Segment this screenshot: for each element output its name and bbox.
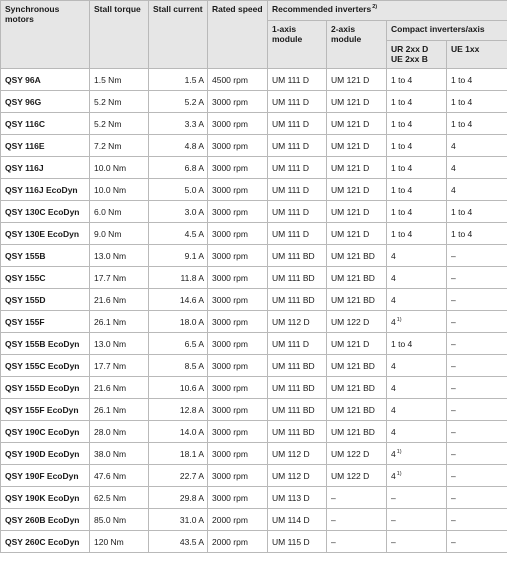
2-axis-module-cell: UM 121 D: [327, 69, 387, 91]
table-row: [1, 509, 507, 531]
compact-ue-1xx-cell: –: [447, 531, 507, 553]
compact-ue-1xx-cell: 4: [447, 157, 507, 179]
table-row: [1, 355, 507, 377]
compact-ur-cell: 4: [387, 245, 447, 267]
header-recommended-inverters: Recommended inverters$^{2)}$: [268, 1, 507, 21]
compact-ur-cell: 4: [387, 421, 447, 443]
stall-current-cell: 18.1 A: [149, 443, 208, 465]
rated-speed-cell: 3000 rpm: [208, 465, 268, 487]
compact-ue-1xx-cell: –: [447, 487, 507, 509]
rated-speed-cell: 3000 rpm: [208, 91, 268, 113]
stall-current-cell: 29.8 A: [149, 487, 208, 509]
1-axis-module-cell: UM 111 BD: [268, 377, 327, 399]
stall-current-cell: 6.8 A: [149, 157, 208, 179]
2-axis-module-cell: –: [327, 487, 387, 509]
stall-torque-cell: 85.0 Nm: [90, 509, 149, 531]
table-row: [1, 421, 507, 443]
1-axis-module-cell: UM 111 BD: [268, 267, 327, 289]
2-axis-module-cell: UM 121 BD: [327, 355, 387, 377]
stall-current-cell: 10.6 A: [149, 377, 208, 399]
header-ur-ue-2xx: UR 2xx D UE 2xx B: [387, 41, 447, 69]
table-row: [1, 289, 507, 311]
motor-name-cell: QSY 155C: [1, 267, 90, 289]
stall-torque-cell: 7.2 Nm: [90, 135, 149, 157]
rated-speed-cell: 3000 rpm: [208, 201, 268, 223]
1-axis-module-cell: UM 112 D: [268, 311, 327, 333]
2-axis-module-cell: UM 121 BD: [327, 421, 387, 443]
motor-name-cell: QSY 190D EcoDyn: [1, 443, 90, 465]
1-axis-module-cell: UM 111 D: [268, 157, 327, 179]
1-axis-module-cell: UM 111 D: [268, 201, 327, 223]
stall-torque-cell: 21.6 Nm: [90, 377, 149, 399]
header-1-axis-module: 1-axis module: [268, 21, 327, 69]
compact-ue-1xx-cell: 4: [447, 135, 507, 157]
compact-ur-cell: –: [387, 509, 447, 531]
compact-ue-1xx-cell: –: [447, 245, 507, 267]
compact-ue-1xx-cell: –: [447, 355, 507, 377]
header-compact-inverters: Compact inverters/axis: [387, 21, 507, 41]
table-row: [1, 311, 507, 333]
stall-torque-cell: 120 Nm: [90, 531, 149, 553]
header-rated-speed: Rated speed: [208, 1, 268, 69]
stall-torque-cell: 1.5 Nm: [90, 69, 149, 91]
compact-ur-cell: 1 to 4: [387, 157, 447, 179]
rated-speed-cell: 3000 rpm: [208, 267, 268, 289]
compact-ur-cell: 1 to 4: [387, 179, 447, 201]
table-row: [1, 179, 507, 201]
compact-ur-cell: 4$^{1)}$: [387, 311, 447, 333]
stall-torque-cell: 6.0 Nm: [90, 201, 149, 223]
stall-torque-cell: 38.0 Nm: [90, 443, 149, 465]
stall-torque-cell: 26.1 Nm: [90, 399, 149, 421]
1-axis-module-cell: UM 113 D: [268, 487, 327, 509]
header-stall-torque: Stall torque: [90, 1, 149, 69]
stall-torque-cell: 28.0 Nm: [90, 421, 149, 443]
rated-speed-cell: 3000 rpm: [208, 487, 268, 509]
motor-name-cell: QSY 260B EcoDyn: [1, 509, 90, 531]
compact-ur-cell: –: [387, 487, 447, 509]
stall-current-cell: 6.5 A: [149, 333, 208, 355]
1-axis-module-cell: UM 111 D: [268, 223, 327, 245]
motor-name-cell: QSY 130C EcoDyn: [1, 201, 90, 223]
motor-name-cell: QSY 96G: [1, 91, 90, 113]
stall-current-cell: 1.5 A: [149, 69, 208, 91]
2-axis-module-cell: UM 121 D: [327, 179, 387, 201]
compact-ur-cell: 4: [387, 377, 447, 399]
table-row: [1, 245, 507, 267]
table-row: [1, 443, 507, 465]
stall-torque-cell: 5.2 Nm: [90, 113, 149, 135]
compact-ur-cell: 1 to 4: [387, 223, 447, 245]
compact-ue-1xx-cell: –: [447, 465, 507, 487]
2-axis-module-cell: UM 121 BD: [327, 245, 387, 267]
stall-current-cell: 4.5 A: [149, 223, 208, 245]
stall-current-cell: 31.0 A: [149, 509, 208, 531]
motor-name-cell: QSY 260C EcoDyn: [1, 531, 90, 553]
table-row: [1, 333, 507, 355]
compact-ur-cell: 4$^{1)}$: [387, 465, 447, 487]
stall-torque-cell: 62.5 Nm: [90, 487, 149, 509]
table-row: [1, 113, 507, 135]
footnote-marker: 1): [396, 470, 402, 477]
motor-name-cell: QSY 155F: [1, 311, 90, 333]
table-row: [1, 267, 507, 289]
table-row: [1, 377, 507, 399]
compact-ue-1xx-cell: –: [447, 443, 507, 465]
2-axis-module-cell: UM 121 D: [327, 135, 387, 157]
table-row: [1, 157, 507, 179]
compact-ue-1xx-cell: –: [447, 509, 507, 531]
1-axis-module-cell: UM 115 D: [268, 531, 327, 553]
rated-speed-cell: 3000 rpm: [208, 289, 268, 311]
table-row: [1, 223, 507, 245]
compact-ur-cell: 4: [387, 355, 447, 377]
stall-current-cell: 22.7 A: [149, 465, 208, 487]
motor-name-cell: QSY 155C EcoDyn: [1, 355, 90, 377]
stall-torque-cell: 10.0 Nm: [90, 157, 149, 179]
stall-torque-cell: 17.7 Nm: [90, 267, 149, 289]
2-axis-module-cell: –: [327, 531, 387, 553]
stall-torque-cell: 26.1 Nm: [90, 311, 149, 333]
compact-ue-1xx-cell: –: [447, 399, 507, 421]
2-axis-module-cell: UM 121 BD: [327, 289, 387, 311]
compact-ue-1xx-cell: –: [447, 267, 507, 289]
rated-speed-cell: 3000 rpm: [208, 179, 268, 201]
motor-name-cell: QSY 155F EcoDyn: [1, 399, 90, 421]
compact-ue-1xx-cell: –: [447, 289, 507, 311]
rated-speed-cell: 3000 rpm: [208, 355, 268, 377]
rated-speed-cell: 3000 rpm: [208, 377, 268, 399]
table-row: [1, 91, 507, 113]
stall-current-cell: 14.0 A: [149, 421, 208, 443]
2-axis-module-cell: UM 121 D: [327, 201, 387, 223]
motor-name-cell: QSY 155B EcoDyn: [1, 333, 90, 355]
2-axis-module-cell: UM 122 D: [327, 465, 387, 487]
stall-current-cell: 11.8 A: [149, 267, 208, 289]
1-axis-module-cell: UM 111 BD: [268, 399, 327, 421]
rated-speed-cell: 3000 rpm: [208, 135, 268, 157]
table-header: [1, 1, 507, 69]
motor-name-cell: QSY 96A: [1, 69, 90, 91]
table-row: [1, 465, 507, 487]
stall-current-cell: 3.0 A: [149, 201, 208, 223]
compact-ue-1xx-cell: –: [447, 333, 507, 355]
compact-ur-cell: 4$^{1)}$: [387, 443, 447, 465]
rated-speed-cell: 2000 rpm: [208, 509, 268, 531]
1-axis-module-cell: UM 111 D: [268, 135, 327, 157]
stall-torque-cell: 13.0 Nm: [90, 245, 149, 267]
rated-speed-cell: 3000 rpm: [208, 333, 268, 355]
compact-ue-1xx-cell: 1 to 4: [447, 91, 507, 113]
compact-ur-cell: 4: [387, 267, 447, 289]
compact-ue-1xx-cell: –: [447, 421, 507, 443]
rated-speed-cell: 3000 rpm: [208, 223, 268, 245]
table-body: [1, 69, 507, 553]
compact-ur-cell: 1 to 4: [387, 91, 447, 113]
2-axis-module-cell: UM 121 BD: [327, 267, 387, 289]
rated-speed-cell: 3000 rpm: [208, 113, 268, 135]
2-axis-module-cell: UM 122 D: [327, 311, 387, 333]
table-row: [1, 69, 507, 91]
stall-current-cell: 18.0 A: [149, 311, 208, 333]
1-axis-module-cell: UM 112 D: [268, 465, 327, 487]
stall-torque-cell: 13.0 Nm: [90, 333, 149, 355]
header-ue-1xx: UE 1xx: [447, 41, 507, 69]
compact-ur-cell: 4: [387, 399, 447, 421]
motor-name-cell: QSY 190C EcoDyn: [1, 421, 90, 443]
compact-ue-1xx-cell: –: [447, 311, 507, 333]
motor-name-cell: QSY 190K EcoDyn: [1, 487, 90, 509]
2-axis-module-cell: UM 121 D: [327, 157, 387, 179]
header-2-axis-module: 2-axis module: [327, 21, 387, 69]
table-row: [1, 487, 507, 509]
stall-current-cell: 9.1 A: [149, 245, 208, 267]
motor-name-cell: QSY 116E: [1, 135, 90, 157]
stall-current-cell: 43.5 A: [149, 531, 208, 553]
rated-speed-cell: 3000 rpm: [208, 157, 268, 179]
motor-name-cell: QSY 116C: [1, 113, 90, 135]
motor-name-cell: QSY 155B: [1, 245, 90, 267]
1-axis-module-cell: UM 111 BD: [268, 289, 327, 311]
compact-ue-1xx-cell: 1 to 4: [447, 69, 507, 91]
footnote-marker: 2): [372, 4, 378, 10]
stall-torque-cell: 17.7 Nm: [90, 355, 149, 377]
rated-speed-cell: 2000 rpm: [208, 531, 268, 553]
compact-ue-1xx-cell: 1 to 4: [447, 223, 507, 245]
compact-ur-cell: 1 to 4: [387, 201, 447, 223]
compact-ue-1xx-cell: 4: [447, 179, 507, 201]
rated-speed-cell: 4500 rpm: [208, 69, 268, 91]
1-axis-module-cell: UM 114 D: [268, 509, 327, 531]
compact-ue-1xx-cell: –: [447, 377, 507, 399]
2-axis-module-cell: UM 121 D: [327, 333, 387, 355]
1-axis-module-cell: UM 111 D: [268, 179, 327, 201]
motor-name-cell: QSY 190F EcoDyn: [1, 465, 90, 487]
stall-torque-cell: 47.6 Nm: [90, 465, 149, 487]
rated-speed-cell: 3000 rpm: [208, 443, 268, 465]
compact-ur-cell: –: [387, 531, 447, 553]
table-row: [1, 201, 507, 223]
1-axis-module-cell: UM 111 BD: [268, 421, 327, 443]
compact-ue-1xx-cell: 1 to 4: [447, 113, 507, 135]
compact-ur-cell: 1 to 4: [387, 333, 447, 355]
1-axis-module-cell: UM 111 BD: [268, 245, 327, 267]
compact-ur-cell: 1 to 4: [387, 135, 447, 157]
1-axis-module-cell: UM 111 D: [268, 113, 327, 135]
stall-current-cell: 5.2 A: [149, 91, 208, 113]
stall-current-cell: 5.0 A: [149, 179, 208, 201]
stall-current-cell: 8.5 A: [149, 355, 208, 377]
stall-current-cell: 4.8 A: [149, 135, 208, 157]
1-axis-module-cell: UM 111 D: [268, 333, 327, 355]
compact-ur-cell: 1 to 4: [387, 113, 447, 135]
stall-torque-cell: 9.0 Nm: [90, 223, 149, 245]
table-row: [1, 531, 507, 553]
2-axis-module-cell: UM 121 D: [327, 113, 387, 135]
footnote-marker: 1): [396, 316, 402, 323]
1-axis-module-cell: UM 111 D: [268, 91, 327, 113]
motor-name-cell: QSY 116J EcoDyn: [1, 179, 90, 201]
motor-name-cell: QSY 155D: [1, 289, 90, 311]
stall-current-cell: 12.8 A: [149, 399, 208, 421]
footnote-marker: 1): [396, 448, 402, 455]
header-motors: Synchronous motors: [1, 1, 90, 69]
1-axis-module-cell: UM 112 D: [268, 443, 327, 465]
table-row: [1, 399, 507, 421]
2-axis-module-cell: –: [327, 509, 387, 531]
compact-ur-cell: 1 to 4: [387, 69, 447, 91]
motor-name-cell: QSY 155D EcoDyn: [1, 377, 90, 399]
rated-speed-cell: 3000 rpm: [208, 399, 268, 421]
1-axis-module-cell: UM 111 BD: [268, 355, 327, 377]
stall-torque-cell: 21.6 Nm: [90, 289, 149, 311]
2-axis-module-cell: UM 122 D: [327, 443, 387, 465]
compact-ue-1xx-cell: 1 to 4: [447, 201, 507, 223]
motor-name-cell: QSY 130E EcoDyn: [1, 223, 90, 245]
1-axis-module-cell: UM 111 D: [268, 69, 327, 91]
table-row: [1, 135, 507, 157]
stall-torque-cell: 10.0 Nm: [90, 179, 149, 201]
rated-speed-cell: 3000 rpm: [208, 421, 268, 443]
rated-speed-cell: 3000 rpm: [208, 245, 268, 267]
2-axis-module-cell: UM 121 D: [327, 223, 387, 245]
2-axis-module-cell: UM 121 D: [327, 91, 387, 113]
stall-torque-cell: 5.2 Nm: [90, 91, 149, 113]
2-axis-module-cell: UM 121 BD: [327, 377, 387, 399]
stall-current-cell: 14.6 A: [149, 289, 208, 311]
motor-name-cell: QSY 116J: [1, 157, 90, 179]
rated-speed-cell: 3000 rpm: [208, 311, 268, 333]
header-stall-current: Stall current: [149, 1, 208, 69]
2-axis-module-cell: UM 121 BD: [327, 399, 387, 421]
compact-ur-cell: 4: [387, 289, 447, 311]
stall-current-cell: 3.3 A: [149, 113, 208, 135]
